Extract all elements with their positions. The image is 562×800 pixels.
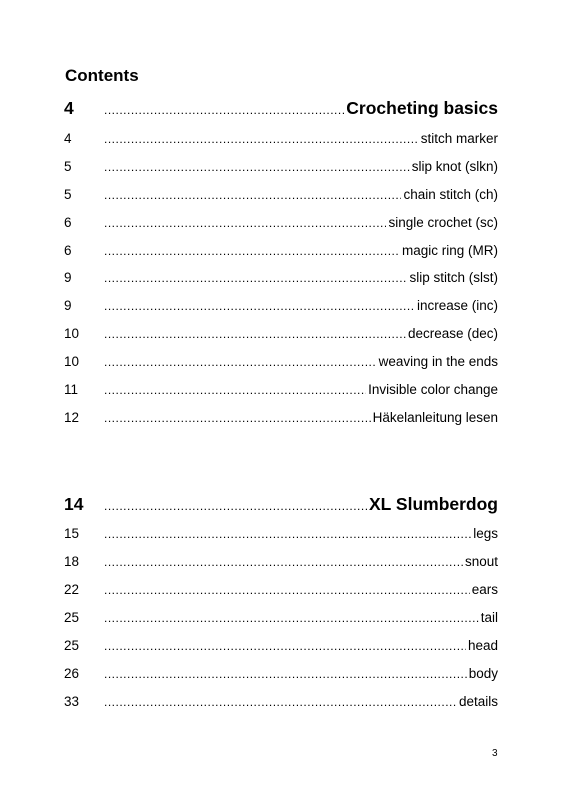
toc-page-number: 11 [64,382,79,397]
toc-entry [64,159,498,179]
toc-page-number: 10 [64,354,80,369]
toc-entry [64,354,498,374]
toc-entry [64,215,498,235]
toc-entry-title: decrease (dec) [407,326,498,341]
dot-leader [104,216,386,230]
toc-page-number: 5 [64,187,72,202]
toc-entry [64,526,498,546]
toc-entry-title: slip knot (slkn) [411,159,498,174]
dot-leader [104,355,377,369]
toc-entry-title: legs [473,526,498,541]
toc-entry [64,694,498,714]
toc-entry [64,582,498,602]
toc-page-number: 25 [64,610,80,625]
toc-entry-title: slip stitch (slst) [409,270,498,285]
toc-entry-title: details [458,694,498,709]
dot-leader [104,695,457,709]
toc-page-number: 6 [64,215,72,230]
dot-leader [104,639,466,653]
dot-leader [104,383,366,397]
dot-leader [104,583,470,597]
toc-page-number: 9 [64,270,72,285]
toc-entry [64,131,498,151]
toc-entry-title: magic ring (MR) [401,243,498,258]
dot-leader [104,103,344,117]
toc-entry-title: head [467,638,498,653]
toc-page-number: 4 [64,98,74,118]
dot-leader [104,299,415,313]
toc-entry [64,382,498,402]
toc-section-heading [64,98,498,122]
toc-page-number: 10 [64,326,80,341]
toc-page-number: 15 [64,526,80,541]
toc-page-number: 5 [64,159,72,174]
toc-entry-title: ears [471,582,498,597]
toc-page-number: 22 [64,582,80,597]
dot-leader [104,555,463,569]
page-title: Contents [65,66,139,85]
toc-entry-title: Häkelanleitung lesen [372,410,498,425]
toc-section-title: XL Slumberdog [369,494,498,514]
toc-entry-title: stitch marker [420,131,498,146]
toc-section-heading [64,494,498,518]
dot-leader [104,527,471,541]
toc-page-number: 26 [64,666,80,681]
dot-leader [104,611,479,625]
dot-leader [104,327,406,341]
toc-entry-title: chain stitch (ch) [403,187,498,202]
dot-leader [104,188,401,202]
toc-page-number: 4 [64,131,72,146]
dot-leader [104,499,367,513]
toc-entry [64,554,498,574]
dot-leader [104,411,371,425]
toc-page-number: 33 [64,694,80,709]
toc-entry-title: body [468,666,498,681]
toc-entry-title: tail [480,610,498,625]
toc-page-number: 9 [64,298,72,313]
toc-entry-title: weaving in the ends [378,354,498,369]
toc-entry-title: increase (inc) [416,298,498,313]
toc-entry-title: single crochet (sc) [388,215,498,230]
toc-entry-title: Invisible color change [368,382,498,397]
toc-entry [64,270,498,290]
dot-leader [104,667,467,681]
toc-entry [64,298,498,318]
toc-entry-title: snout [464,554,498,569]
toc-entry [64,187,498,207]
toc-page-number: 14 [64,494,84,514]
page-number: 3 [492,748,498,759]
toc-entry [64,638,498,658]
dot-leader [104,160,410,174]
toc-entry [64,326,498,346]
toc-entry [64,243,498,263]
toc-entry [64,410,498,430]
toc-page-number: 12 [64,410,80,425]
dot-leader [104,132,419,146]
dot-leader [104,271,407,285]
toc-page-number: 6 [64,243,72,258]
toc-section-title: Crocheting basics [346,98,498,118]
toc-page-number: 18 [64,554,80,569]
toc-page-number: 25 [64,638,80,653]
toc-entry [64,666,498,686]
toc-entry [64,610,498,630]
dot-leader [104,244,400,258]
